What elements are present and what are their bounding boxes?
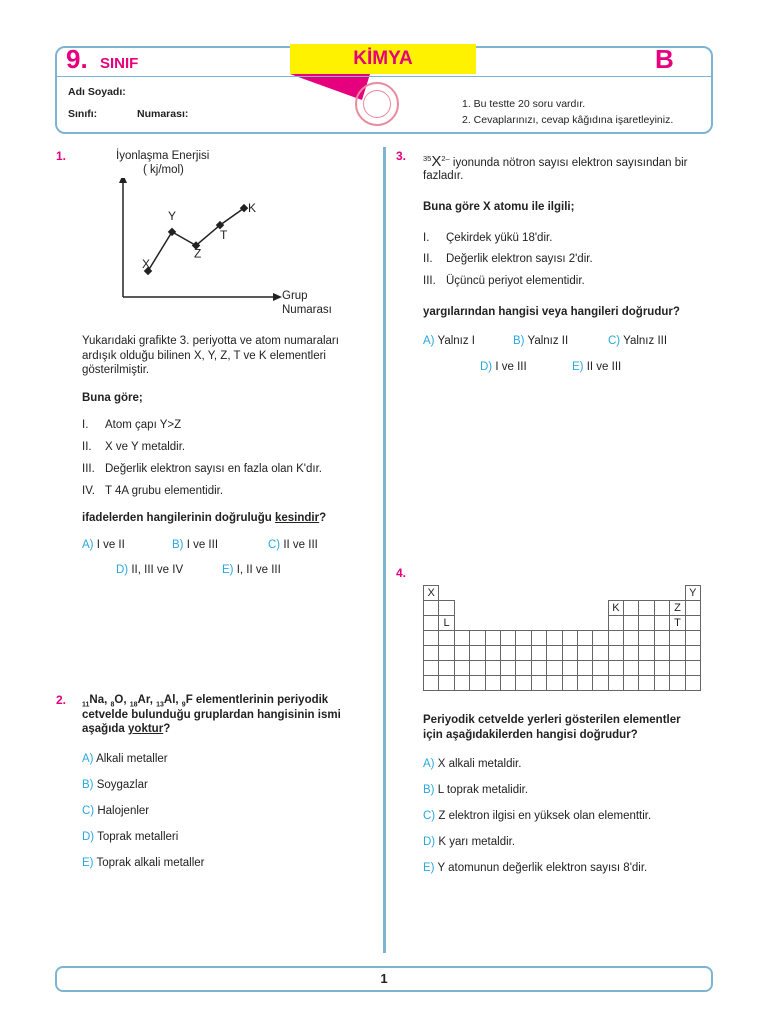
- pt-cell-t: T: [670, 616, 685, 631]
- q1-intro: Yukarıdaki grafikte 3. periyotta ve atom numaraları ardışık olduğu bilinen X, Y, Z, T ve K elementleri gösterilmiştir.: [82, 335, 339, 376]
- q2-option-d[interactable]: D) Toprak metalleri: [82, 831, 179, 843]
- q3-stem-line2: fazladır.: [423, 170, 464, 182]
- q2-option-e[interactable]: E) Toprak alkali metaller: [82, 857, 205, 869]
- q3-option-a[interactable]: A) Yalnız I: [423, 335, 475, 347]
- q2-stem-line1: $_{11}$Na, $_8$O, $_{18}$Ar, $_{13}$Al, $_9$F elementlerinin periyodik: [82, 694, 329, 709]
- q3-item-3: III. Üçüncü periyot elementidir.: [423, 275, 585, 287]
- q3-option-e[interactable]: E) II ve III: [572, 361, 622, 373]
- q4-option-e[interactable]: E) Y atomunun değerlik elektron sayısı 8'dir.: [423, 862, 648, 874]
- q2-stem-line3: aşağıda yoktur?: [82, 723, 171, 735]
- q3-question: yargılarından hangisi veya hangileri doğrudur?: [423, 306, 680, 318]
- seal-inner-icon: [363, 90, 391, 118]
- pt-cell-x: X: [424, 586, 439, 601]
- data-point-y: [168, 228, 176, 236]
- q2-element-4: $_{13}$Al: [156, 694, 176, 709]
- q3-number: 3.: [396, 149, 407, 163]
- point-label-y: Y: [168, 208, 177, 223]
- point-label-z: Z: [194, 246, 202, 261]
- grade-number: 9.: [66, 44, 88, 74]
- q3-stem-line1: $^{35}X^{2-}$ iyonunda nötron sayısı elektron sayısından bir: [423, 152, 688, 170]
- point-label-t: T: [220, 228, 228, 243]
- q1-question: ifadelerden hangilerinin doğruluğu kesindir?: [82, 512, 327, 524]
- q2-element-3: $_{18}$Ar: [129, 694, 150, 709]
- q4-option-d[interactable]: D) K yarı metaldir.: [423, 836, 516, 848]
- q3-option-c[interactable]: C) Yalnız III: [608, 335, 668, 347]
- ionization-series-line: [148, 208, 244, 271]
- q1-item-4: IV. T 4A grubu elementidir.: [82, 485, 224, 497]
- q1-chart-ylabel: İyonlaşma Enerjisi: [116, 150, 210, 162]
- booklet-letter: B: [655, 44, 674, 74]
- q1-chart-xlabel: Grup: [282, 290, 308, 302]
- q1-item-2: II. X ve Y metaldir.: [82, 441, 186, 453]
- q2-element-5: $_9$F: [181, 694, 193, 709]
- grade-label: SINIF: [100, 55, 139, 72]
- q1-number: 1.: [56, 149, 67, 163]
- pt-cell-z: Z: [670, 601, 685, 616]
- q2-number: 2.: [56, 693, 67, 707]
- q1-option-b[interactable]: B) I ve III: [172, 539, 219, 551]
- subject-title: KİMYA: [353, 48, 413, 69]
- number-label: Numarası:: [137, 108, 189, 120]
- point-label-x: X: [142, 257, 151, 271]
- q1-option-d[interactable]: D) II, III ve IV: [116, 564, 184, 576]
- q1-item-1: I. Atom çapı Y>Z: [82, 419, 182, 431]
- ionization-chart: [110, 178, 310, 308]
- q2-option-c[interactable]: C) Halojenler: [82, 805, 150, 817]
- q1-item-3: III. Değerlik elektron sayısı en fazla olan K'dır.: [82, 463, 322, 475]
- q4-option-a[interactable]: A) X alkali metaldir.: [423, 758, 522, 770]
- q4-option-c[interactable]: C) Z elektron ilgisi en yüksek olan elementtir.: [423, 810, 652, 822]
- pt-cell-k: K: [608, 601, 623, 616]
- q1-chart-xlabel2: Numarası: [282, 304, 332, 316]
- q3-option-b[interactable]: B) Yalnız II: [513, 335, 569, 347]
- q1-option-e[interactable]: E) I, II ve III: [222, 564, 281, 576]
- periodic-table-grid: [423, 585, 701, 691]
- q2-option-b[interactable]: B) Soygazlar: [82, 779, 148, 791]
- q1-chart-ylabel-unit: ( kj/mol): [143, 164, 184, 176]
- q3-option-d[interactable]: D) I ve III: [480, 361, 527, 373]
- q2-element-2: $_8$O: [110, 694, 124, 709]
- q4-number: 4.: [396, 566, 407, 580]
- q4-option-b[interactable]: B) L toprak metalidir.: [423, 784, 529, 796]
- q3-item-2: II. Değerlik elektron sayısı 2'dir.: [423, 253, 593, 265]
- pt-cell-y: Y: [685, 586, 700, 601]
- q1-lead: Buna göre;: [82, 392, 143, 404]
- q3-item-1: I. Çekirdek yükü 18'dir.: [423, 232, 553, 244]
- pt-cell-l: L: [439, 616, 454, 631]
- q1-option-a[interactable]: A) I ve II: [82, 539, 125, 551]
- rule-1: 1. Bu testte 20 soru vardır.: [462, 98, 586, 110]
- class-label: Sınıfı:: [68, 108, 98, 120]
- q3-lead: Buna göre X atomu ile ilgili;: [423, 201, 575, 213]
- name-label: Adı Soyadı:: [68, 86, 126, 98]
- q2-stem-line2: cetvelde bulunduğu gruplardan hangisinin ismi: [82, 709, 341, 721]
- q4-question-line1: Periyodik cetvelde yerleri gösterilen elementler: [423, 714, 681, 726]
- rule-2: 2. Cevaplarınızı, cevap kâğıdına işaretleyiniz.: [462, 114, 674, 126]
- point-label-k: K: [248, 201, 257, 216]
- header-divider: [57, 76, 711, 77]
- q2-option-a[interactable]: A) Alkali metaller: [82, 753, 168, 765]
- column-divider: [383, 147, 386, 953]
- q4-question-line2: için aşağıdakilerden hangisi doğrudur?: [423, 729, 638, 741]
- q1-option-c[interactable]: C) II ve III: [268, 539, 318, 551]
- page-number: 1: [380, 971, 388, 986]
- q2-element-1: $_{11}$Na: [82, 694, 105, 709]
